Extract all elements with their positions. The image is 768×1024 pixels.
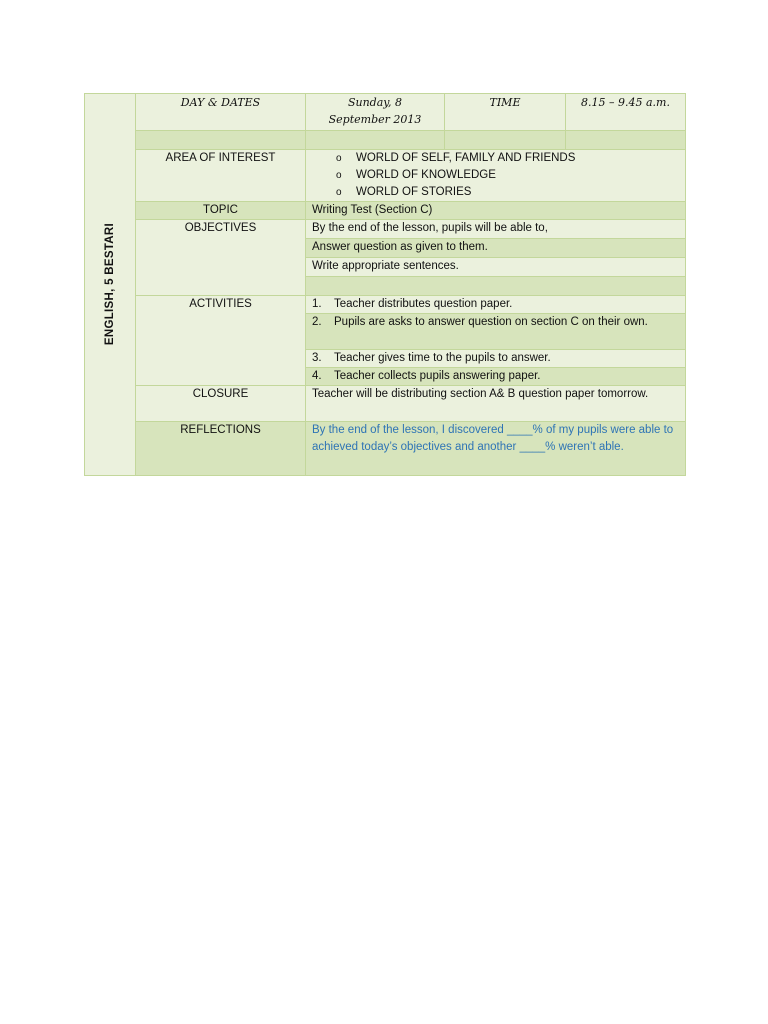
circle-bullet-icon: o	[336, 187, 342, 198]
reflections-value: By the end of the lesson, I discovered ____% of my pupils were able to achieved today’s objectives and another ____% weren’t able.	[306, 422, 686, 476]
empty-cell	[306, 131, 445, 150]
empty-cell	[306, 277, 686, 296]
area-of-interest-list	[312, 150, 679, 201]
list-item: o WORLD OF KNOWLEDGE	[312, 167, 679, 184]
objective-line: By the end of the lesson, pupils will be able to,	[306, 220, 686, 239]
date-cell	[306, 94, 445, 131]
activity-item: 2. Pupils are asks to answer question on section C on their own.	[306, 314, 686, 350]
side-label: ENGLISH, 5 BESTARI	[103, 223, 116, 346]
objective-line: Write appropriate sentences.	[306, 258, 686, 277]
list-item: o WORLD OF SELF, FAMILY AND FRIENDS	[312, 150, 679, 167]
objectives-label: OBJECTIVES	[136, 220, 306, 296]
area-of-interest-label: AREA OF INTEREST	[136, 150, 306, 202]
area-of-interest-cell	[306, 150, 686, 202]
reflections-label: REFLECTIONS	[136, 422, 306, 476]
circle-bullet-icon: o	[336, 170, 342, 181]
time-value: 8.15 – 9.45 a.m.	[566, 94, 686, 131]
empty-cell	[566, 131, 686, 150]
activity-item: 3. Teacher gives time to the pupils to answer.	[306, 350, 686, 368]
lesson-plan-table	[84, 93, 686, 476]
circle-bullet-icon: o	[336, 153, 342, 164]
time-label: TIME	[445, 94, 566, 131]
side-label-cell	[85, 94, 136, 476]
topic-label: TOPIC	[136, 202, 306, 220]
topic-value: Writing Test (Section C)	[306, 202, 686, 220]
closure-label: CLOSURE	[136, 386, 306, 422]
empty-cell	[445, 131, 566, 150]
objective-line: Answer question as given to them.	[306, 239, 686, 258]
day-dates-label: DAY & DATES	[136, 94, 306, 131]
date-line-2: September 2013	[328, 113, 422, 126]
closure-value: Teacher will be distributing section A& B question paper tomorrow.	[306, 386, 686, 422]
date-line-1: Sunday, 8	[347, 96, 403, 109]
activity-item: 4. Teacher collects pupils answering paper.	[306, 368, 686, 386]
list-item: o WORLD OF STORIES	[312, 184, 679, 201]
activity-item: 1. Teacher distributes question paper.	[306, 296, 686, 314]
empty-cell	[136, 131, 306, 150]
activities-label: ACTIVITIES	[136, 296, 306, 386]
